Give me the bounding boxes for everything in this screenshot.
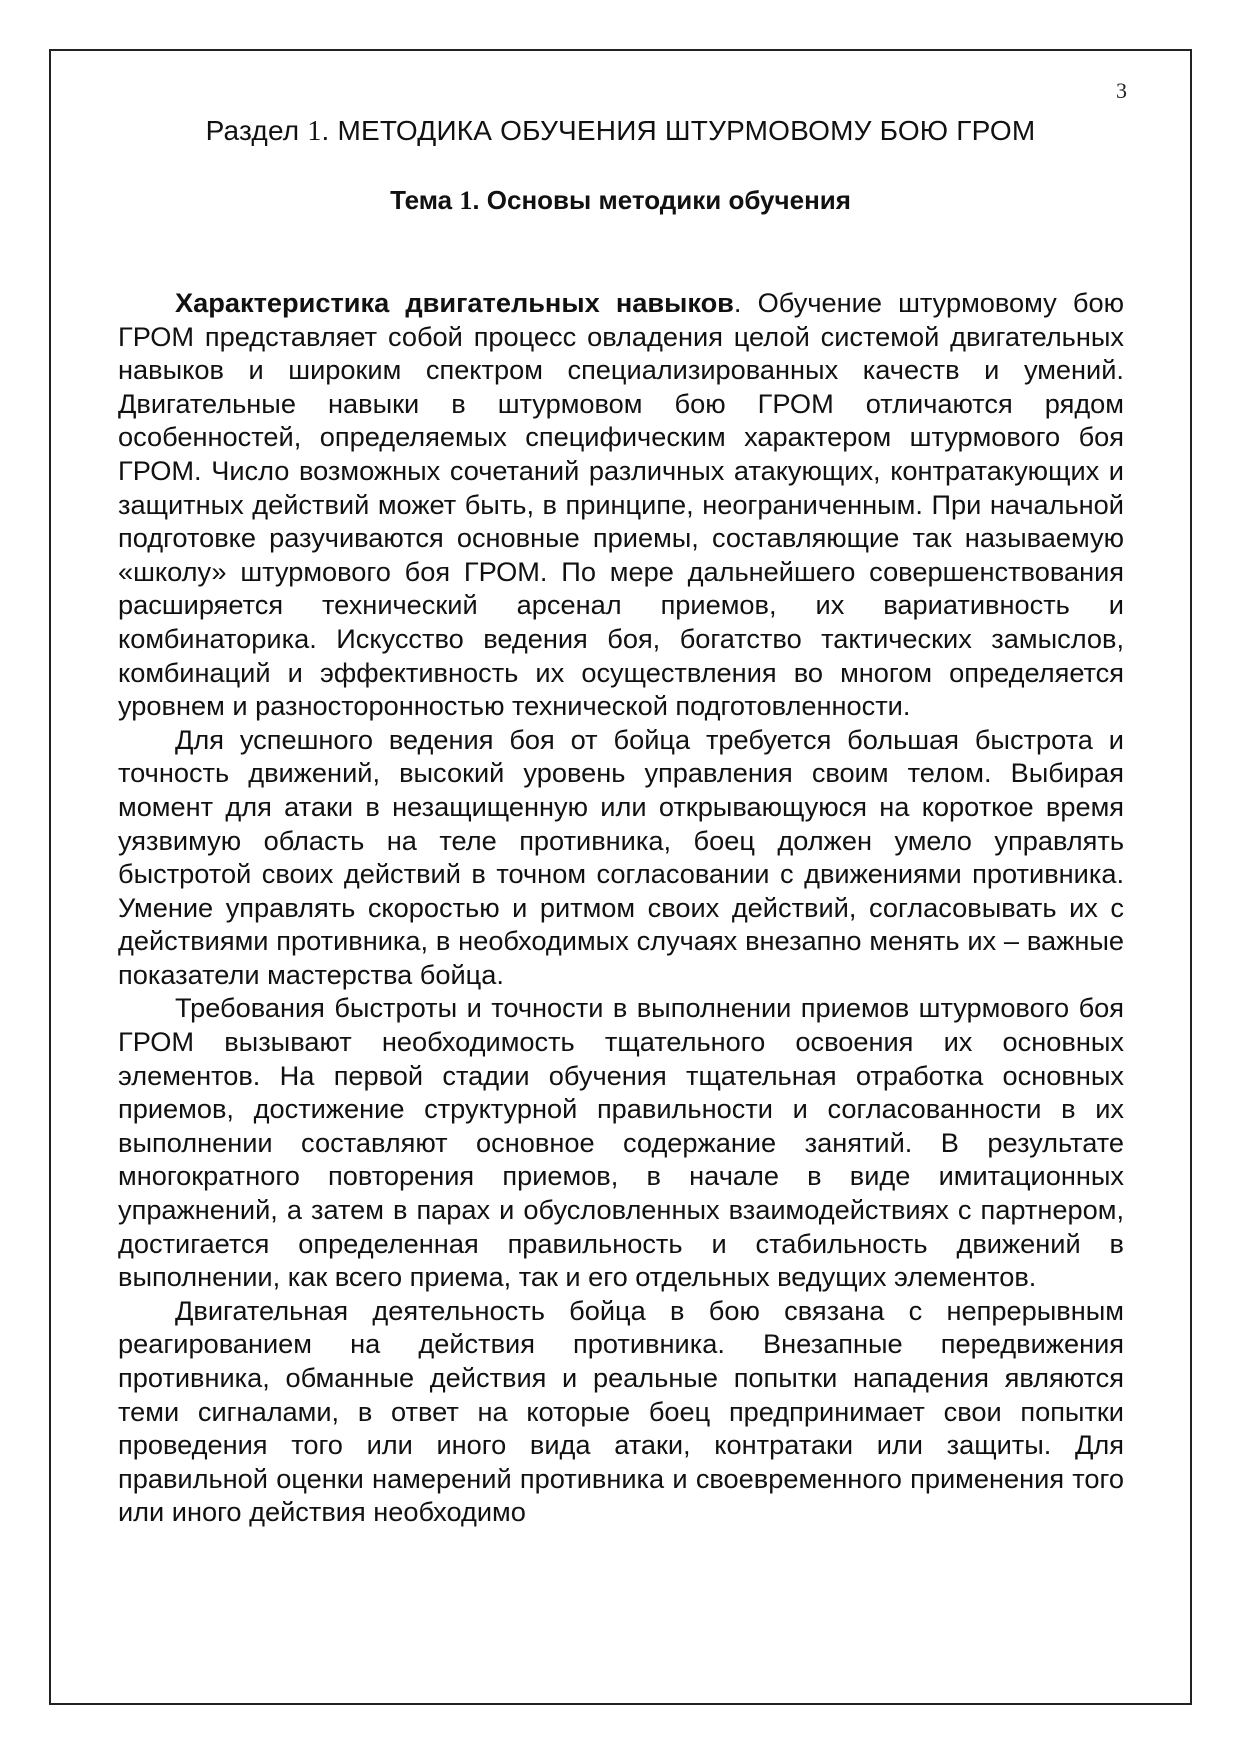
paragraph-4: Двигательная деятельность бойца в бою связана с непрерывным реагированием на действия противника. Внезапные передвижения противника, обманные действия и реальные попытки нападения являются теми сигналами, в ответ на которые боец предпринимает свои попытки проведения того или иного вида атаки, контратаки или защиты. Для правильной оценки намерений противника и своевременного применения того или иного действия необходимо (118, 1294, 1124, 1528)
page-number: 3 (1116, 78, 1127, 103)
paragraph-1 (118, 286, 1124, 723)
section-title-prefix: Раздел (205, 115, 308, 146)
paragraph-2: Для успешного ведения боя от бойца требуется большая быстрота и точность движений, высокий уровень управления своим телом. Выбирая момент для атаки в незащищенную или открывающуюся на короткое время уязвимую область на теле противника, боец должен умело управлять быстротой своих действий в точном согласовании с движениями противника. Умение управлять скоростью и ритмом своих действий, согласовывать их с действиями противника, в необходимых случаях внезапно менять их – важные показатели мастерства бойца. (118, 723, 1124, 990)
section-title-number: 1 (307, 116, 322, 147)
paragraph-3: Требования быстроты и точности в выполнении приемов штурмового боя ГРОМ вызывают необходимость тщательного освоения их основных элементов. На первой стадии обучения тщательная отработка основных приемов, достижение структурной правильности и согласованности в их выполнении составляют основное содержание занятий. В результате многократного повторения приемов, в начале в виде имитационных упражнений, а затем в парах и обусловленных взаимодействиях с партнером, достигается определенная правильность и стабильность движений в выполнении, как всего приема, так и его отдельных ведущих элементов. (118, 992, 1124, 1293)
topic-title-prefix: Тема (390, 185, 460, 215)
paragraph-1-text: . Обучение штурмовому бою ГРОМ представляет собой процесс овладения целой системой двигательных навыков и широким спектром специализированных качеств и умений. Двигательные навыки в штурмовом бою ГРОМ отличаются рядом особенностей, определяемых специфическим характером штурмового боя ГРОМ. Число возможных сочетаний различных атакующих, контратакующих и защитных действий может быть, в принципе, неограниченным. При начальной подготовке разучиваются основные приемы, составляющие так называемую «школу» штурмового боя ГРОМ. По мере дальнейшего совершенствования расширяется технический арсенал приемов, их вариативность и комбинаторика. Искусство ведения боя, богатство тактических замыслов, комбинаций и эффективность их осуществления во многом определяется уровнем и разносторонностью технической подготовленности. (118, 287, 1124, 722)
topic-title-text: . Основы методики обучения (472, 185, 851, 215)
section-title (0, 115, 1241, 148)
section-title-text: . МЕТОДИКА ОБУЧЕНИЯ ШТУРМОВОМУ БОЮ ГРОМ (321, 115, 1036, 146)
topic-title-number: 1 (459, 186, 473, 215)
topic-title (0, 185, 1241, 216)
body-text (118, 286, 1124, 1529)
paragraph-1-lead-term: Характеристика двигательных навыков (175, 287, 734, 318)
